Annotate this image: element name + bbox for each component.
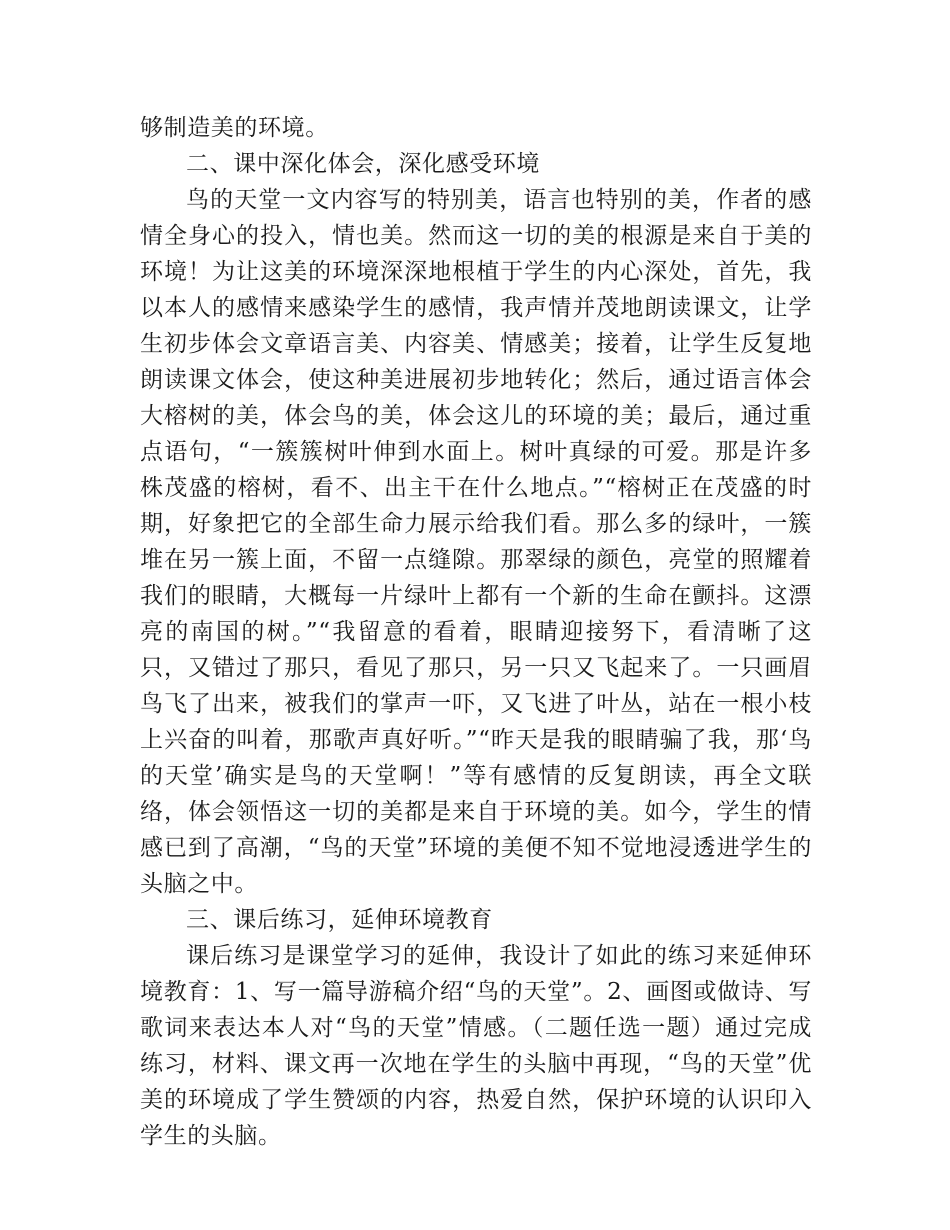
paragraph-section-3-body: 课后练习是课堂学习的延伸，我设计了如此的练习来延伸环境教育：1、写一篇导游稿介绍“鸟的天堂”。2、画图或做诗、写歌词来表达本人对“鸟的天堂”情感。（二题任选一题）通过完成练习，材料、课文再一次地在学生的头脑中再现，“鸟的天堂”优美的环境成了学生赞颂的内容，热爱自然，保护环境的认识印入学生的头脑。	[140, 943, 812, 1149]
paragraph-section-2-body: 鸟的天堂一文内容写的特别美，语言也特别的美，作者的感情全身心的投入，情也美。然而这一切的美的根源是来自于美的环境！为让这美的环境深深地根植于学生的内心深处，首先，我以本人的感情来感染学生的感情，我声情并茂地朗读课文，让学生初步体会文章语言美、内容美、情感美；接着，让学生反复地朗读课文体会，使这种美进展初步地转化；然后，通过语言体会大榕树的美，体会鸟的美，体会这儿的环境的美；最后，通过重点语句，“一簇簇树叶伸到水面上。树叶真绿的可爱。那是许多株茂盛的榕树，看不、出主干在什么地点。”“榕树正在茂盛的时期，好象把它的全部生命力展示给我们看。那么多的绿叶，一簇堆在另一簇上面，不留一点缝隙。那翠绿的颜色，亮堂的照耀着我们的眼睛，大概每一片绿叶上都有一个新的生命在颤抖。这漂亮的南国的树。”“我留意的看着，眼睛迎接努下，看清晰了这只，又错过了那只，看见了那只，另一只又飞起来了。一只画眉鸟飞了出来，被我们的掌声一吓，又飞进了叶丛，站在一根小枝上兴奋的叫着，那歌声真好听。”“昨天是我的眼睛骗了我，那‘鸟的天堂’确实是鸟的天堂啊！”等有感情的反复朗读，再全文联络，体会领悟这一切的美都是来自于环境的美。如今，学生的情感已到了高潮，“鸟的天堂”环境的美便不知不觉地浸透进学生的头脑之中。	[140, 187, 812, 897]
section-heading-2: 二、课中深化体会，深化感受环境	[186, 151, 540, 177]
paragraph-continuation: 够制造美的环境。	[140, 115, 329, 141]
section-heading-3: 三、课后练习，延伸环境教育	[186, 907, 493, 933]
document-body	[140, 110, 812, 1154]
